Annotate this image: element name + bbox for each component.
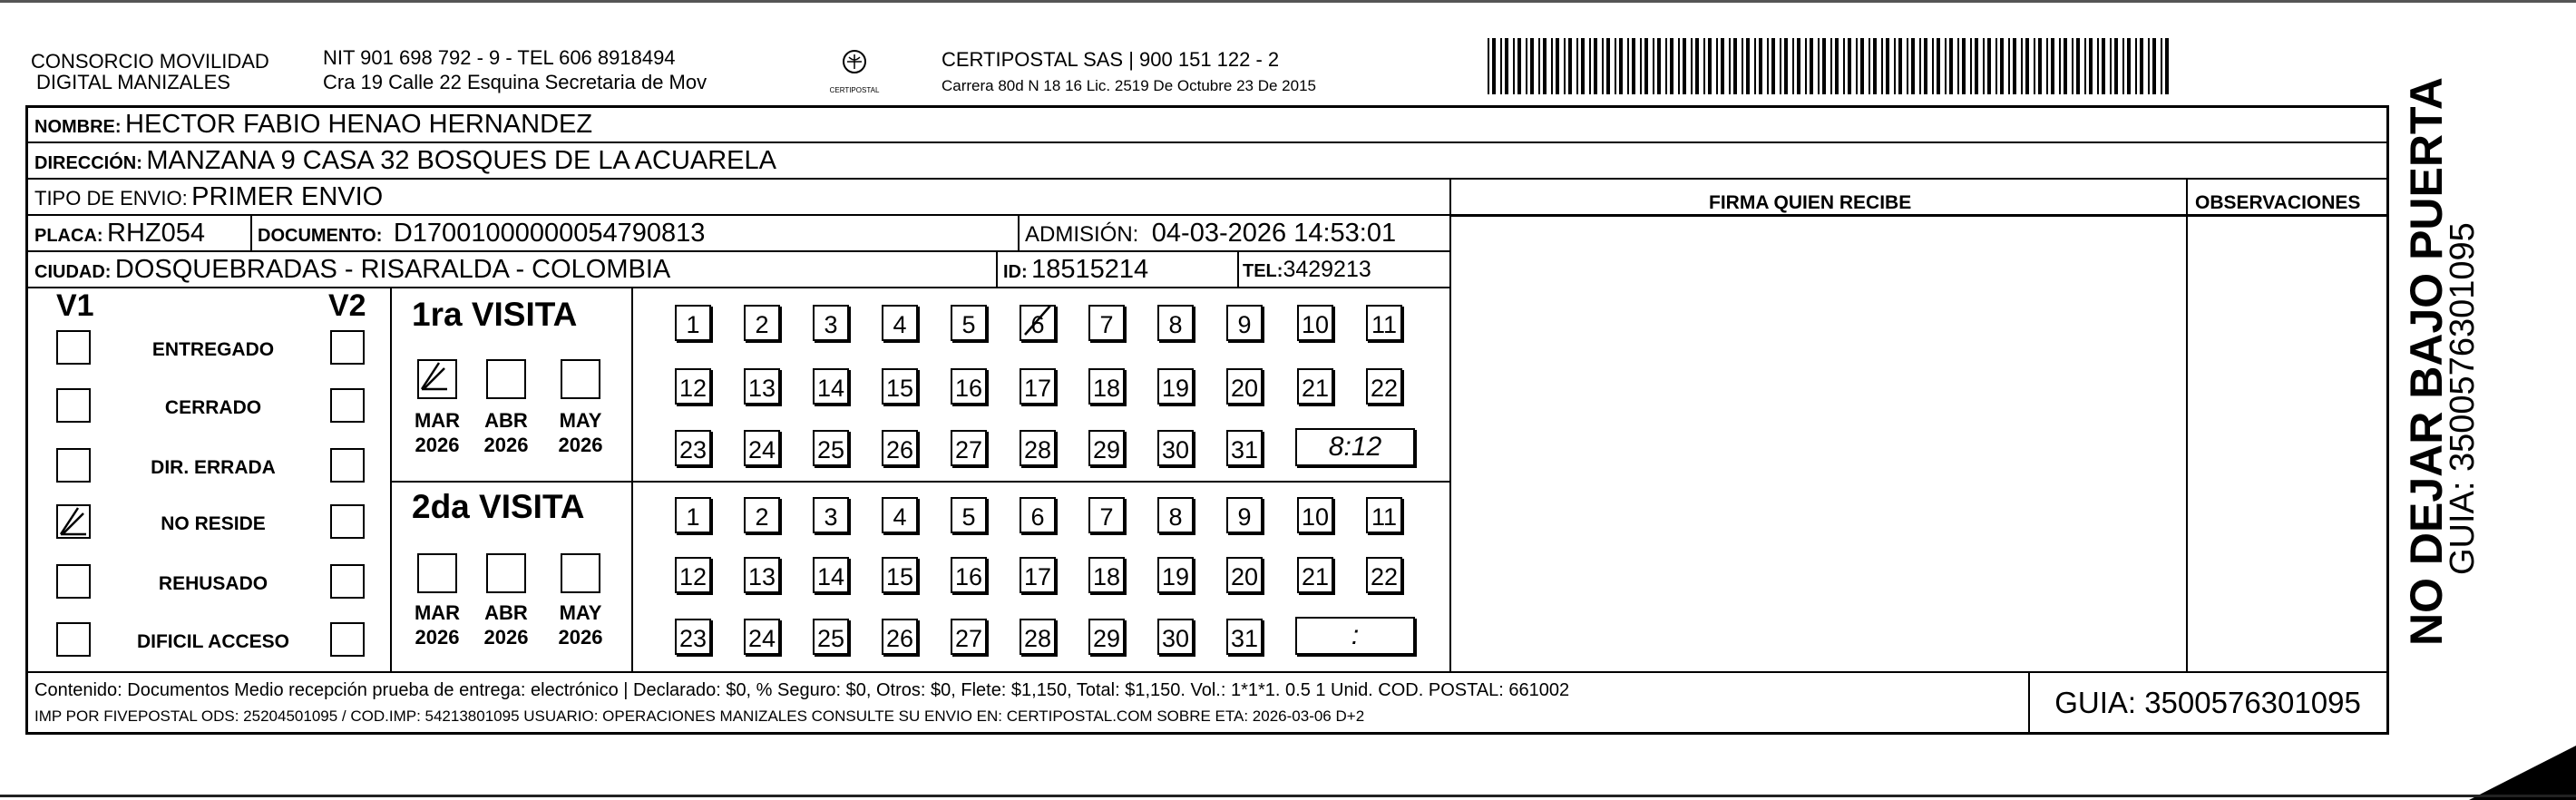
day-cell[interactable]: 10	[1297, 497, 1333, 533]
side-guia: GUIA: 3500576301095	[2444, 222, 2482, 575]
barcode-bar	[1924, 38, 1927, 94]
barcode-bar	[1856, 38, 1858, 94]
day-cell[interactable]: 12	[675, 557, 711, 593]
day-cell[interactable]: 14	[813, 557, 849, 593]
barcode-bar	[2072, 38, 2073, 94]
day-cell[interactable]: 5	[951, 305, 987, 341]
scan-edge-bottom	[0, 795, 2576, 797]
v1-checkbox[interactable]	[56, 448, 91, 483]
footer-guia-box	[2030, 673, 2386, 733]
v2-checkbox[interactable]	[330, 622, 365, 657]
barcode-bar	[1881, 38, 1883, 94]
barcode-bar	[2013, 38, 2016, 94]
time-field[interactable]	[1295, 617, 1415, 655]
day-cell[interactable]: 4	[882, 305, 918, 341]
id-value: 18515214	[1031, 255, 1149, 284]
courier-name: CERTIPOSTAL SAS | 900 151 122 - 2	[942, 48, 1280, 71]
day-cell[interactable]: 11	[1366, 305, 1402, 341]
v2-checkbox[interactable]	[330, 504, 365, 539]
documento-field	[258, 220, 705, 251]
barcode-bar	[1733, 38, 1737, 94]
v1-checkbox[interactable]	[56, 330, 91, 365]
status-option-label: DIFICIL ACCESO	[136, 631, 289, 652]
barcode-bar	[1640, 38, 1642, 94]
barcode-bar	[1805, 38, 1807, 94]
side-notice: NO DEJAR BAJO PUERTA	[2401, 77, 2452, 646]
day-cell[interactable]: 1	[675, 497, 711, 533]
barcode-bar	[1932, 38, 1934, 94]
barcode-bar	[1830, 38, 1832, 94]
barcode-bar	[1907, 38, 1908, 94]
documento-label: DOCUMENTO:	[258, 226, 383, 246]
barcode-bar	[1505, 38, 1508, 94]
barcode-bar	[2046, 38, 2048, 94]
barcode-bar	[1665, 38, 1667, 94]
barcode-bar	[2059, 38, 2061, 94]
time-field[interactable]	[1295, 428, 1415, 466]
barcode-bar	[2008, 38, 2010, 94]
day-cell[interactable]: 21	[1297, 557, 1333, 593]
month-checkbox[interactable]	[486, 553, 526, 593]
barcode-bar	[1517, 38, 1521, 94]
barcode-bar	[1602, 38, 1604, 94]
barcode-bar	[1911, 38, 1915, 94]
footer-imp: IMP POR FIVEPOSTAL ODS: 25204501095 / COD.IMP: 54213801095 USUARIO: OPERACIONES MANIZALES CONSULTE SU ENVIO EN: CERTIPOSTAL.COM SOBRE ETA: 2026-03-06 D+2	[34, 707, 1365, 725]
placa-field	[34, 220, 205, 251]
day-cell[interactable]: 8	[1157, 305, 1194, 341]
time-value: :	[1351, 620, 1360, 650]
barcode-bar	[1683, 38, 1686, 94]
barcode-bar	[2025, 38, 2029, 94]
barcode-bar	[1919, 38, 1921, 94]
barcode-bar	[1822, 38, 1826, 94]
barcode-bar	[2089, 38, 2093, 94]
v2-checkbox[interactable]	[330, 330, 365, 365]
admision-field	[1025, 220, 1396, 251]
day-cell[interactable]: 9	[1226, 305, 1263, 341]
month-checkbox[interactable]	[417, 553, 457, 593]
day-cell[interactable]: 24	[744, 430, 780, 466]
barcode-bar	[1898, 38, 1902, 94]
certipostal-logo	[829, 47, 880, 94]
v1-header: V1	[56, 288, 94, 323]
tel-field	[1243, 256, 1371, 287]
barcode-bar	[2135, 38, 2137, 94]
day-cell[interactable]: 27	[951, 430, 987, 466]
barcode-bar	[1615, 38, 1616, 94]
barcode-bar	[1500, 38, 1502, 94]
day-cell[interactable]: 20	[1226, 368, 1263, 405]
day-cell[interactable]: 28	[1020, 619, 1056, 655]
v2-header: V2	[328, 288, 366, 323]
v1-checkbox[interactable]	[56, 388, 91, 423]
barcode-bar	[1937, 38, 1940, 94]
month-checkbox[interactable]	[561, 553, 600, 593]
day-cell[interactable]: 4	[882, 497, 918, 533]
v2-checkbox[interactable]	[330, 448, 365, 483]
nombre-value: HECTOR FABIO HENAO HERNANDEZ	[125, 110, 593, 139]
barcode-bar	[2000, 38, 2004, 94]
barcode-bar	[1589, 38, 1591, 94]
direccion-row	[34, 147, 776, 179]
v1-checkbox[interactable]	[56, 622, 91, 657]
barcode-bar	[1594, 38, 1597, 94]
day-cell[interactable]: 26	[882, 430, 918, 466]
day-cell[interactable]: 22	[1366, 368, 1402, 405]
admision-value: 04-03-2026 14:53:01	[1151, 219, 1397, 248]
barcode-bar	[1771, 38, 1775, 94]
col-divider	[390, 287, 392, 671]
barcode-bar	[1975, 38, 1978, 94]
barcode-bar	[1869, 38, 1870, 94]
day-cell[interactable]: 3	[813, 497, 849, 533]
day-cell[interactable]: 16	[951, 557, 987, 593]
placa-value: RHZ054	[107, 219, 205, 248]
day-cell[interactable]: 31	[1226, 619, 1263, 655]
scan-corner	[2469, 746, 2576, 800]
barcode-bar	[1886, 38, 1889, 94]
barcode-bar	[1644, 38, 1648, 94]
observaciones-header: OBSERVACIONES	[2195, 192, 2361, 213]
row-divider	[1451, 216, 2387, 217]
barcode-bar	[2051, 38, 2054, 94]
status-option-label: DIR. ERRADA	[151, 457, 276, 478]
footer-guia: GUIA: 3500576301095	[2054, 686, 2361, 719]
barcode-bar	[2161, 38, 2162, 94]
barcode-bar	[1784, 38, 1788, 94]
day-cell[interactable]: 29	[1088, 430, 1125, 466]
status-option-label: REHUSADO	[158, 573, 268, 594]
barcode-bar	[1810, 38, 1813, 94]
barcode-bar	[2064, 38, 2067, 94]
v1-checkbox[interactable]	[56, 504, 91, 539]
barcode-bar	[1860, 38, 1864, 94]
visit-divider	[390, 481, 1451, 483]
barcode-bar	[1995, 38, 1997, 94]
barcode-bar	[1962, 38, 1966, 94]
barcode-bar	[1488, 38, 1489, 94]
barcode-bar	[2122, 38, 2124, 94]
day-cell[interactable]: 8	[1157, 497, 1194, 533]
barcode-bar	[1606, 38, 1610, 94]
direccion-label: DIRECCIÓN:	[34, 153, 142, 173]
logo-text: CERTIPOSTAL	[829, 86, 880, 94]
barcode-bar	[1716, 38, 1718, 94]
day-cell[interactable]: 17	[1020, 557, 1056, 593]
time-value: 8:12	[1328, 432, 1382, 462]
barcode-bar	[1538, 38, 1540, 94]
barcode-bar	[2076, 38, 2080, 94]
day-cell[interactable]: 5	[951, 497, 987, 533]
month-label: MAY 2026	[558, 601, 603, 649]
scan-edge	[0, 0, 2576, 3]
barcode-bar	[2084, 38, 2086, 94]
barcode-bar	[1797, 38, 1800, 94]
col-divider	[996, 250, 998, 287]
barcode-bar	[1780, 38, 1781, 94]
barcode-bar	[1987, 38, 1991, 94]
day-cell[interactable]: 27	[951, 619, 987, 655]
col-divider	[631, 287, 633, 671]
barcode	[1488, 38, 2170, 94]
id-label: ID:	[1003, 262, 1028, 282]
month-label: ABR 2026	[483, 409, 529, 456]
day-cell[interactable]: 29	[1088, 619, 1125, 655]
barcode-bar	[1945, 38, 1947, 94]
barcode-bar	[1759, 38, 1762, 94]
barcode-bar	[1818, 38, 1820, 94]
col-divider	[1237, 250, 1239, 287]
barcode-bar	[1873, 38, 1877, 94]
barcode-bar	[1619, 38, 1623, 94]
day-cell[interactable]: 7	[1088, 497, 1125, 533]
barcode-bar	[2165, 38, 2169, 94]
placa-label: PLACA:	[34, 226, 103, 246]
day-cell[interactable]: 19	[1157, 557, 1194, 593]
barcode-bar	[2114, 38, 2118, 94]
col-divider	[250, 214, 252, 250]
day-cell[interactable]: 2	[744, 305, 780, 341]
barcode-bar	[1678, 38, 1680, 94]
day-cell[interactable]: 15	[882, 368, 918, 405]
month-label: MAR 2026	[414, 409, 461, 456]
day-cell[interactable]: 30	[1157, 430, 1194, 466]
tipo-envio-row	[34, 183, 383, 215]
barcode-bar	[1670, 38, 1673, 94]
ciudad-field	[34, 256, 670, 288]
barcode-bar	[1970, 38, 1972, 94]
footer-content: Contenido: Documentos Medio recepción prueba de entrega: electrónico | Declarado: $0, % Seguro: $0, Otros: $0, Flete: $1,150, Total: $1,150. Vol.: 1*1*1. 0.5 1 Unid. COD. POSTAL: 661002	[34, 680, 1570, 700]
nombre-label: NOMBRE:	[34, 117, 122, 137]
barcode-bar	[1708, 38, 1712, 94]
v2-checkbox[interactable]	[330, 388, 365, 423]
day-cell[interactable]: 16	[951, 368, 987, 405]
month-checkbox[interactable]	[561, 359, 600, 399]
barcode-bar	[1568, 38, 1572, 94]
barcode-bar	[1957, 38, 1959, 94]
barcode-bar	[1742, 38, 1743, 94]
company-address: Cra 19 Calle 22 Esquina Secretaria de Mov	[323, 71, 707, 93]
day-cell[interactable]: 19	[1157, 368, 1194, 405]
nombre-row	[34, 111, 592, 142]
day-cell[interactable]: 9	[1226, 497, 1263, 533]
barcode-bar	[1894, 38, 1896, 94]
barcode-bar	[2097, 38, 2099, 94]
barcode-bar	[1843, 38, 1845, 94]
day-cell[interactable]: 24	[744, 619, 780, 655]
day-cell[interactable]: 28	[1020, 430, 1056, 466]
barcode-bar	[1627, 38, 1629, 94]
month-label: MAR 2026	[414, 601, 461, 649]
barcode-bar	[1746, 38, 1750, 94]
day-cell[interactable]: 20	[1226, 557, 1263, 593]
day-cell[interactable]: 22	[1366, 557, 1402, 593]
barcode-bar	[1576, 38, 1578, 94]
barcode-bar	[1703, 38, 1705, 94]
id-field	[1003, 256, 1148, 288]
barcode-bar	[1695, 38, 1699, 94]
barcode-bar	[1492, 38, 1496, 94]
direccion-value: MANZANA 9 CASA 32 BOSQUES DE LA ACUARELA	[146, 146, 776, 175]
barcode-bar	[1691, 38, 1693, 94]
company-name-line1: CONSORCIO MOVILIDAD	[31, 50, 269, 73]
month-checkbox[interactable]	[486, 359, 526, 399]
ciudad-value: DOSQUEBRADAS - RISARALDA - COLOMBIA	[114, 255, 671, 284]
day-cell[interactable]: 23	[675, 430, 711, 466]
day-cell[interactable]: 1	[675, 305, 711, 341]
barcode-bar	[2034, 38, 2035, 94]
tel-label: TEL:	[1243, 261, 1283, 281]
courier-license: Carrera 80d N 18 16 Lic. 2519 De Octubre 23 De 2015	[942, 77, 1316, 94]
day-cell[interactable]: 14	[813, 368, 849, 405]
barcode-bar	[1657, 38, 1661, 94]
barcode-bar	[1543, 38, 1547, 94]
company-name-line2: DIGITAL MANIZALES	[36, 71, 230, 93]
barcode-bar	[1721, 38, 1724, 94]
day-cell[interactable]: 17	[1020, 368, 1056, 405]
day-cell[interactable]: 13	[744, 557, 780, 593]
barcode-bar	[2021, 38, 2023, 94]
barcode-bar	[2110, 38, 2112, 94]
day-cell[interactable]: 12	[675, 368, 711, 405]
barcode-bar	[1848, 38, 1851, 94]
col-divider	[1449, 178, 1451, 671]
day-cell[interactable]: 10	[1297, 305, 1333, 341]
barcode-bar	[1556, 38, 1559, 94]
tel-value: 3429213	[1283, 257, 1371, 282]
day-cell[interactable]: 18	[1088, 557, 1125, 593]
barcode-bar	[2152, 38, 2156, 94]
barcode-bar	[1767, 38, 1769, 94]
barcode-bar	[1526, 38, 1527, 94]
day-cell[interactable]: 3	[813, 305, 849, 341]
day-cell[interactable]: 25	[813, 430, 849, 466]
month-label: MAY 2026	[558, 409, 603, 456]
day-cell[interactable]: 21	[1297, 368, 1333, 405]
barcode-bar	[1581, 38, 1585, 94]
day-cell[interactable]: 30	[1157, 619, 1194, 655]
day-cell[interactable]: 6	[1020, 305, 1056, 341]
day-cell[interactable]: 11	[1366, 497, 1402, 533]
barcode-bar	[2148, 38, 2150, 94]
month-label: ABR 2026	[483, 601, 529, 649]
barcode-bar	[1792, 38, 1794, 94]
barcode-bar	[1653, 38, 1654, 94]
status-option-label: ENTREGADO	[151, 339, 275, 360]
barcode-bar	[1632, 38, 1635, 94]
day-cell[interactable]: 23	[675, 619, 711, 655]
status-option-label: CERRADO	[164, 397, 262, 418]
barcode-bar	[1513, 38, 1515, 94]
v2-checkbox[interactable]	[330, 564, 365, 599]
barcode-bar	[1564, 38, 1566, 94]
day-cell[interactable]: 26	[882, 619, 918, 655]
company-nit: NIT 901 698 792 - 9 - TEL 606 8918494	[323, 46, 676, 69]
ciudad-label: CIUDAD:	[34, 262, 112, 282]
tipo-envio-label: TIPO DE ENVIO:	[34, 187, 188, 210]
day-cell[interactable]: 2	[744, 497, 780, 533]
col-divider	[1018, 214, 1020, 250]
documento-value: D17001000000054790813	[393, 219, 706, 248]
barcode-bar	[1729, 38, 1731, 94]
day-cell[interactable]: 6	[1020, 497, 1056, 533]
barcode-bar	[2140, 38, 2143, 94]
barcode-bar	[2102, 38, 2105, 94]
barcode-bar	[1983, 38, 1985, 94]
v1-checkbox[interactable]	[56, 564, 91, 599]
barcode-bar	[1551, 38, 1553, 94]
day-cell[interactable]: 31	[1226, 430, 1263, 466]
day-cell[interactable]: 25	[813, 619, 849, 655]
col-divider	[2186, 178, 2188, 671]
tipo-envio-value: PRIMER ENVIO	[191, 182, 384, 211]
day-cell[interactable]: 7	[1088, 305, 1125, 341]
barcode-bar	[1530, 38, 1534, 94]
visit2-title: 2da VISITA	[412, 488, 585, 525]
day-cell[interactable]: 13	[744, 368, 780, 405]
admision-label: ADMISIÓN:	[1025, 222, 1139, 247]
barcode-bar	[1754, 38, 1756, 94]
barcode-bar	[2038, 38, 2042, 94]
month-checkbox[interactable]	[417, 359, 457, 399]
barcode-bar	[2127, 38, 2131, 94]
day-cell[interactable]: 15	[882, 557, 918, 593]
day-cell[interactable]: 18	[1088, 368, 1125, 405]
visit1-title: 1ra VISITA	[412, 296, 578, 333]
status-option-label: NO RESIDE	[161, 513, 266, 534]
barcode-bar	[1835, 38, 1839, 94]
barcode-bar	[1949, 38, 1953, 94]
firma-header: FIRMA QUIEN RECIBE	[1709, 192, 1912, 213]
